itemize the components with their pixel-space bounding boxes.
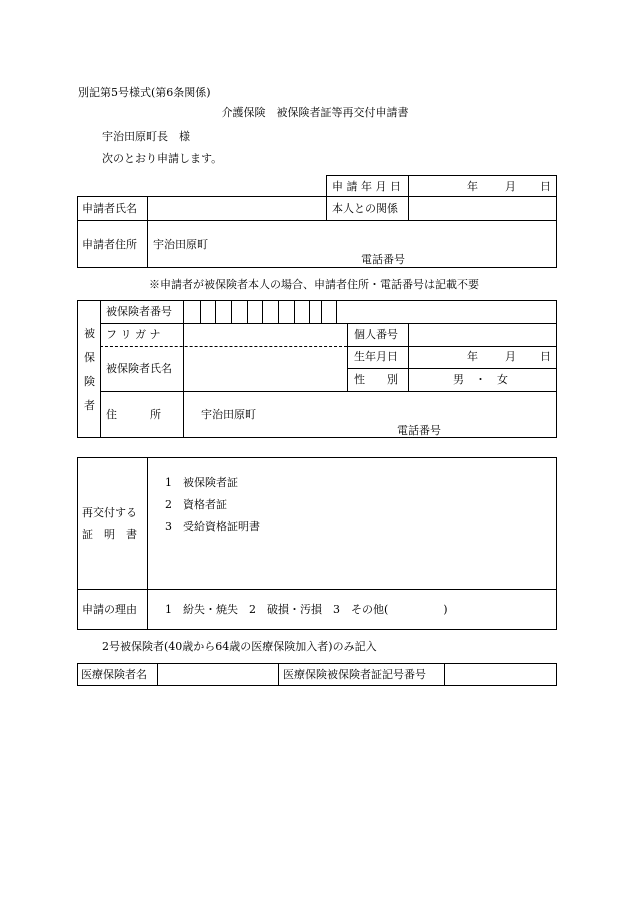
dob-label: 生年月日 <box>354 350 398 363</box>
sex-options[interactable]: 男 ・ 女 <box>453 373 508 386</box>
applicant-phone-label: 電話番号 <box>361 253 405 266</box>
note-text: ※申請者が被保険者本人の場合、申請者住所・電話番号は記載不要 <box>149 278 479 291</box>
applicant-address-label: 申請者住所 <box>82 238 137 251</box>
sex-label: 性 別 <box>354 373 398 386</box>
personal-number-label: 個人番号 <box>354 328 398 341</box>
insured-number-label: 被保険者番号 <box>106 305 172 318</box>
type2-note: 2号被保険者(40歳から64歳の医療保険加入者)のみ記入 <box>102 640 377 653</box>
application-month-label: 月 <box>505 180 516 193</box>
reissue-label-line2: 証 明 書 <box>82 528 137 541</box>
insured-address-label: 住 所 <box>106 408 161 421</box>
applicant-address-value: 宇治田原町 <box>153 238 208 251</box>
dob-month-label: 月 <box>505 350 516 363</box>
reissue-label-line1: 再交付する <box>82 506 137 519</box>
dob-year-label: 年 <box>467 350 478 363</box>
insured-side-char-4: 者 <box>84 399 95 412</box>
insured-name-label: 被保険者氏名 <box>106 362 172 375</box>
intro-text: 次のとおり申請します。 <box>102 152 223 165</box>
reason-options[interactable]: 1 紛失・焼失 2 破損・汚損 3 その他( ) <box>165 603 448 616</box>
insured-side-char-2: 保 <box>84 351 95 364</box>
application-date-label: 申 請 年 月 日 <box>332 180 401 193</box>
reason-label: 申請の理由 <box>82 603 137 616</box>
reissue-item-3[interactable]: 3 受給資格証明書 <box>165 520 260 533</box>
applicant-name-label: 申請者氏名 <box>82 202 137 215</box>
relation-label: 本人との関係 <box>332 202 398 215</box>
dob-day-label: 日 <box>540 350 551 363</box>
application-day-label: 日 <box>540 180 551 193</box>
furigana-label: フ リ ガ ナ <box>106 328 161 341</box>
insurer-name-label: 医療保険者名 <box>81 668 147 681</box>
insured-side-char-3: 険 <box>84 375 95 388</box>
insured-phone-label: 電話番号 <box>397 424 441 437</box>
form-title: 介護保険 被保険者証等再交付申請書 <box>221 106 409 119</box>
reissue-item-1[interactable]: 1 被保険者証 <box>165 476 238 489</box>
reissue-item-2[interactable]: 2 資格者証 <box>165 498 227 511</box>
application-year-label: 年 <box>467 180 478 193</box>
insured-address-value: 宇治田原町 <box>201 408 256 421</box>
form-reference: 別記第5号様式(第6条関係) <box>78 86 211 99</box>
insurance-symbol-label: 医療保険被保険者証記号番号 <box>283 668 426 681</box>
insured-side-char-1: 被 <box>84 327 95 340</box>
addressee: 宇治田原町長 様 <box>102 130 190 143</box>
